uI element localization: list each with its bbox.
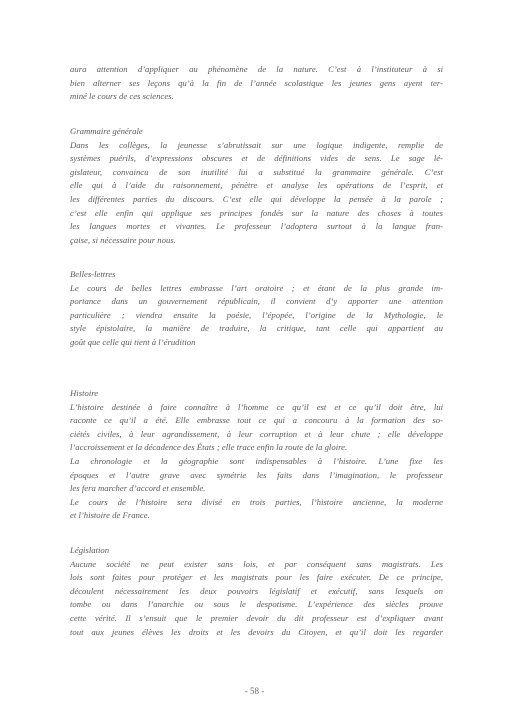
text-line: Dans les collèges, la jeunesse s’abrutissait sur une logique indigente, remplie de: [70, 139, 443, 150]
text-line: c’est elle enfin qui applique ses principes fondés sur la nature des choses à toutes: [70, 207, 443, 218]
text-line: époques et l’autre grave avec symétrie les faits dans l’imagination, le professeur: [70, 469, 443, 480]
text-line: La chronologie et la géographie sont indispensables à l’histoire. L’une fixe les: [70, 455, 443, 466]
text-line: aura attention d’appliquer au phénomène de la nature. C’est à l’instituteur à si: [70, 64, 443, 74]
text-line: portance dans un gouvernement républicain, il convient d’y apporter une attention: [70, 296, 443, 307]
text-line: L’histoire destinée à faire connaître à l’homme ce qu’il est et ce qu’il doit être, lui: [70, 401, 443, 412]
text-line: raconte ce qu’il a été. Elle embrasse tout ce qui a concouru à la formation des so-: [70, 415, 443, 426]
text-line: l’accroissement et la décadence des États ; elle trace enfin la route de la gloire.: [70, 442, 348, 453]
text-line: systèmes puérils, d’expressions obscures et de définitions vides de sens. Le sage lé-: [70, 153, 443, 164]
text-line: goût que celle qui tient à l’érudition: [70, 336, 196, 347]
text-line: lois sont faites pour protéger et les magistrats pour les faire exécuter. De ce principe,: [70, 572, 443, 583]
text-line: Aucune société ne peut exister sans lois, et par conséquent sans magistrats. Les: [70, 558, 443, 569]
text-line: découlent nécessairement les deux pouvoirs législatif et exécutif, sans lesquels on: [70, 585, 443, 596]
text-line: gislateur, convaincu de son inutilité lui a substitué la grammaire générale. C’est: [70, 166, 443, 177]
text-line: miné le cours de ces sciences.: [70, 91, 174, 102]
section-legislation: [70, 544, 443, 639]
section-heading: Législation: [70, 545, 110, 555]
text-line: elle qui à l’aide du raisonnement, pénètre et analyse les opérations de l’esprit, et: [70, 180, 443, 191]
section-heading: Belles-lettres: [70, 269, 116, 279]
text-line: çaise, si nécessaire pour nous.: [70, 234, 176, 245]
text-line: les différentes parties du discours. C’est elle qui développe la pensée à la parole ;: [70, 193, 443, 204]
text-line: style épistolaire, la manière de traduire, la critique, tant celle qui appartient au: [70, 323, 443, 334]
section-grammaire: [70, 125, 443, 247]
text-line: particulière ; viendra ensuite la poésie, l’épopée, l’origine de la Mythologie, le: [70, 309, 443, 320]
text-line: cette vérité. Il s’ensuit que le premier devoir du dit professeur est d’expliquer avant: [70, 612, 443, 623]
text-line: les fera marcher d’accord et ensemble.: [70, 483, 206, 494]
text-line: tombe ou dans l’anarchie ou sous le despotisme. L’expérience des siècles prouve: [70, 599, 443, 610]
text-line: bien alterner ses leçons qu’à la fin de l’année scolastique les jeunes gens ayent ter-: [70, 77, 443, 88]
section-heading: Histoire: [70, 388, 99, 398]
section-histoire: [70, 387, 443, 523]
text-line: tout aux jeunes élèves les droits et les devoirs du Citoyen, et qu’il doit les regarder: [70, 626, 443, 637]
text-line: les langues mortes et vivantes. Le professeur l’adoptera surtout à la langue fran-: [70, 221, 443, 232]
section-heading: Grammaire générale: [70, 126, 143, 136]
text-line: ciétés civiles, à leur agrandissement, à leur corruption et à leur chute ; elle développe: [70, 428, 443, 439]
page-number: - 58 -: [244, 686, 265, 696]
intro-paragraph: [70, 63, 443, 104]
text-line: et l’histoire de France.: [70, 510, 150, 521]
text-line: Le cours de l’histoire sera divisé en trois parties, l’histoire ancienne, la moderne: [70, 496, 443, 507]
section-belles-lettres: [70, 268, 443, 350]
text-line: Le cours de belles lettres embrasse l’art oratoire ; et étant de la plus grande im-: [70, 282, 443, 293]
